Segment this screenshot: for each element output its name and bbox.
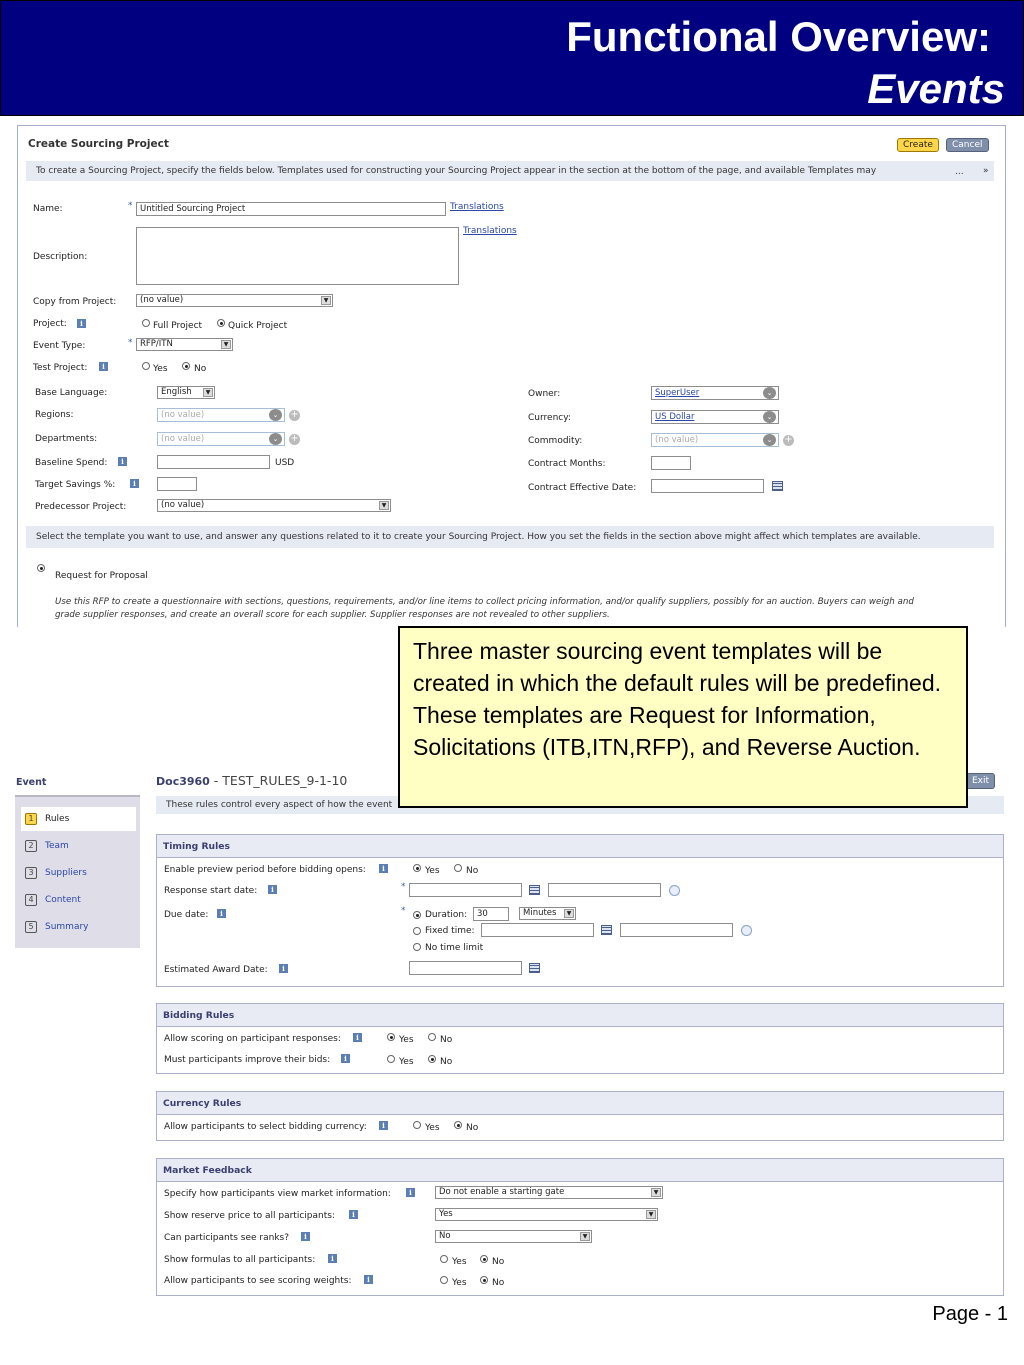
target-savings-input[interactable] bbox=[157, 477, 197, 491]
name-translations-link[interactable]: Translations bbox=[450, 202, 504, 212]
required-marker: * bbox=[401, 882, 406, 892]
contract-months-label: Contract Months: bbox=[528, 459, 606, 469]
quick-project-label: Quick Project bbox=[228, 321, 288, 331]
commodity-label: Commodity: bbox=[528, 436, 583, 446]
panel-title: Create Sourcing Project bbox=[28, 138, 169, 150]
award-date-input[interactable] bbox=[409, 961, 522, 975]
improve-bids-label: Must participants improve their bids: bbox=[164, 1055, 331, 1065]
rfp-description-line2: grade supplier responses, and create an overall score for each supplier. Supplier responses are not revealed to other suppliers. bbox=[55, 610, 610, 620]
see-ranks-select[interactable] bbox=[435, 1230, 592, 1243]
departments-label: Departments: bbox=[35, 434, 98, 444]
test-no-label: No bbox=[194, 364, 207, 374]
contract-effective-label: Contract Effective Date: bbox=[528, 483, 637, 493]
reserve-price-value: Yes bbox=[439, 1209, 453, 1219]
info-icon[interactable]: i bbox=[364, 1275, 373, 1284]
copy-from-select[interactable] bbox=[136, 294, 333, 307]
duration-unit-select[interactable] bbox=[519, 907, 576, 920]
usd-label: USD bbox=[275, 458, 295, 468]
market-view-select[interactable] bbox=[435, 1186, 663, 1199]
base-language-value: English bbox=[161, 387, 192, 397]
cancel-button[interactable]: Cancel bbox=[946, 138, 989, 152]
info-icon[interactable]: i bbox=[349, 1210, 358, 1219]
dropdown-arrow-icon: ▼ bbox=[564, 909, 574, 918]
show-formulas-label: Show formulas to all participants: bbox=[164, 1255, 316, 1265]
scoring-label: Allow scoring on participant responses: bbox=[164, 1034, 341, 1044]
step-label: Team bbox=[45, 841, 69, 851]
create-sourcing-project-panel bbox=[17, 125, 1006, 627]
departments-chooser[interactable] bbox=[157, 432, 285, 446]
info-icon[interactable]: i bbox=[268, 885, 277, 894]
scoring-yes-radio[interactable] bbox=[387, 1033, 395, 1041]
step-summary[interactable] bbox=[21, 915, 136, 939]
step-label: Suppliers bbox=[45, 868, 87, 878]
fixed-time-radio[interactable] bbox=[413, 927, 421, 935]
step-number: 3 bbox=[25, 867, 37, 879]
regions-value: (no value) bbox=[161, 410, 205, 420]
dropdown-arrow-icon: ▼ bbox=[646, 1210, 656, 1219]
exit-button[interactable]: Exit bbox=[966, 773, 995, 789]
slide-title: Functional Overview: bbox=[566, 13, 991, 60]
preview-yes-label: Yes bbox=[425, 866, 440, 876]
bidding-rules-title: Bidding Rules bbox=[157, 1004, 1003, 1027]
step-content[interactable] bbox=[21, 888, 136, 912]
market-feedback-section bbox=[156, 1158, 1004, 1296]
baseline-spend-label: Baseline Spend: bbox=[35, 458, 108, 468]
quick-project-radio[interactable] bbox=[217, 319, 225, 327]
create-button[interactable]: Create bbox=[897, 138, 939, 152]
full-project-radio[interactable] bbox=[142, 319, 150, 327]
doc-name: - TEST_RULES_9-1-10 bbox=[209, 773, 348, 788]
formulas-no-label: No bbox=[492, 1257, 505, 1267]
owner-value: SuperUser bbox=[655, 388, 700, 398]
contract-effective-input[interactable] bbox=[651, 479, 764, 493]
response-date-input[interactable] bbox=[409, 883, 522, 897]
commodity-value: (no value) bbox=[655, 435, 699, 445]
currency-no-label: No bbox=[466, 1123, 479, 1133]
currency-rules-section bbox=[156, 1091, 1004, 1141]
rfp-description bbox=[55, 596, 1000, 622]
template-info-text: Select the template you want to use, and answer any questions related to it to create your Sourcing Project. How you set the fields in the section above might affect which templates are available. bbox=[36, 532, 921, 542]
timing-rules-section bbox=[156, 834, 1004, 987]
step-number: 1 bbox=[25, 813, 37, 825]
chooser-icon[interactable]: ⌄ bbox=[763, 434, 776, 446]
step-number: 2 bbox=[25, 840, 37, 852]
chooser-icon[interactable]: ⌄ bbox=[763, 411, 776, 423]
info-icon[interactable]: i bbox=[379, 1121, 388, 1130]
description-textarea[interactable] bbox=[136, 227, 459, 285]
test-yes-label: Yes bbox=[153, 364, 168, 374]
currency-yes-label: Yes bbox=[425, 1123, 440, 1133]
reserve-price-select[interactable] bbox=[435, 1208, 658, 1221]
no-time-limit-label: No time limit bbox=[425, 943, 484, 953]
market-feedback-title: Market Feedback bbox=[157, 1159, 1003, 1182]
name-input[interactable]: Untitled Sourcing Project bbox=[136, 202, 446, 216]
info-icon[interactable]: i bbox=[118, 457, 127, 466]
fixed-date-input[interactable] bbox=[481, 923, 594, 937]
market-view-label: Specify how participants view market information: bbox=[164, 1189, 391, 1199]
info-icon[interactable]: i bbox=[379, 864, 388, 873]
contract-months-input[interactable] bbox=[651, 456, 691, 470]
calendar-icon[interactable] bbox=[772, 481, 783, 491]
project-label: Project: bbox=[33, 319, 67, 329]
template-info-banner bbox=[26, 526, 994, 548]
step-rules[interactable] bbox=[21, 807, 136, 831]
dropdown-arrow-icon: ▼ bbox=[203, 388, 213, 397]
duration-radio[interactable] bbox=[413, 911, 421, 919]
copy-from-label: Copy from Project: bbox=[33, 297, 117, 307]
response-time-input[interactable] bbox=[548, 883, 661, 897]
fixed-time-input[interactable] bbox=[620, 923, 733, 937]
scoring-weights-label: Allow participants to see scoring weights: bbox=[164, 1276, 352, 1286]
doc-id: Doc3960 bbox=[156, 775, 210, 788]
base-language-label: Base Language: bbox=[35, 388, 108, 398]
select-currency-label: Allow participants to select bidding currency: bbox=[164, 1122, 367, 1132]
reserve-price-label: Show reserve price to all participants: bbox=[164, 1211, 335, 1221]
step-team[interactable] bbox=[21, 834, 136, 858]
chooser-icon[interactable]: ⌄ bbox=[269, 433, 282, 445]
duration-unit-value: Minutes bbox=[523, 908, 557, 918]
dropdown-arrow-icon: ▼ bbox=[651, 1188, 661, 1197]
see-ranks-label: Can participants see ranks? bbox=[164, 1233, 290, 1243]
name-label: Name: bbox=[33, 204, 63, 214]
info-icon[interactable]: i bbox=[130, 479, 139, 488]
dropdown-arrow-icon: ▼ bbox=[580, 1232, 590, 1241]
event-type-label: Event Type: bbox=[33, 341, 86, 351]
scoring-yes-label: Yes bbox=[399, 1035, 414, 1045]
improve-no-radio[interactable] bbox=[428, 1055, 436, 1063]
add-department-icon[interactable]: + bbox=[290, 433, 299, 444]
copy-from-value: (no value) bbox=[140, 295, 184, 305]
info-icon[interactable]: i bbox=[406, 1188, 415, 1197]
formulas-yes-label: Yes bbox=[452, 1257, 467, 1267]
info-icon[interactable]: i bbox=[328, 1254, 337, 1263]
improve-yes-radio[interactable] bbox=[387, 1055, 395, 1063]
event-steps-sidebar bbox=[15, 795, 140, 948]
regions-label: Regions: bbox=[35, 410, 74, 420]
weights-yes-label: Yes bbox=[452, 1278, 467, 1288]
full-project-label: Full Project bbox=[153, 321, 203, 331]
description-label: Description: bbox=[33, 252, 88, 262]
response-start-label: Response start date: bbox=[164, 886, 258, 896]
description-translations-link[interactable]: Translations bbox=[463, 226, 517, 236]
event-type-select[interactable] bbox=[136, 338, 233, 351]
scoring-no-radio[interactable] bbox=[428, 1033, 436, 1041]
add-commodity-icon[interactable]: + bbox=[784, 434, 793, 445]
event-type-value: RFP/ITN bbox=[140, 339, 173, 349]
expand-chevron-icon[interactable]: » bbox=[983, 166, 989, 176]
preview-no-radio[interactable] bbox=[454, 864, 462, 872]
info-banner bbox=[26, 161, 994, 181]
info-icon[interactable]: i bbox=[341, 1054, 350, 1063]
step-label: Content bbox=[45, 895, 81, 905]
preview-period-label: Enable preview period before bidding opens: bbox=[164, 865, 366, 875]
info-icon[interactable]: i bbox=[99, 362, 108, 371]
clock-icon[interactable] bbox=[669, 885, 680, 896]
improve-no-label: No bbox=[440, 1057, 453, 1067]
baseline-spend-input[interactable] bbox=[157, 455, 270, 469]
predecessor-value: (no value) bbox=[161, 500, 205, 510]
commodity-chooser[interactable] bbox=[651, 433, 779, 447]
currency-label: Currency: bbox=[528, 413, 571, 423]
step-suppliers[interactable] bbox=[21, 861, 136, 885]
preview-no-label: No bbox=[466, 866, 479, 876]
clock-icon[interactable] bbox=[741, 925, 752, 936]
scoring-no-label: No bbox=[440, 1035, 453, 1045]
duration-label: Duration: bbox=[425, 910, 468, 920]
calendar-icon[interactable] bbox=[529, 963, 540, 973]
add-region-icon[interactable]: + bbox=[290, 409, 299, 420]
regions-chooser[interactable] bbox=[157, 408, 285, 422]
test-no-radio[interactable] bbox=[182, 362, 190, 370]
info-more[interactable]: ... bbox=[955, 167, 964, 177]
calendar-icon[interactable] bbox=[529, 885, 540, 895]
step-label: Summary bbox=[45, 922, 89, 932]
owner-chooser[interactable] bbox=[651, 386, 779, 400]
required-marker: * bbox=[128, 338, 133, 348]
currency-no-radio[interactable] bbox=[454, 1121, 462, 1129]
info-icon[interactable]: i bbox=[217, 909, 226, 918]
departments-value: (no value) bbox=[161, 434, 205, 444]
info-icon[interactable]: i bbox=[301, 1232, 310, 1241]
weights-no-label: No bbox=[492, 1278, 505, 1288]
slide-header bbox=[0, 0, 1024, 116]
formulas-yes-radio[interactable] bbox=[440, 1255, 448, 1263]
info-banner-text: To create a Sourcing Project, specify the fields below. Templates used for constructing your Sourcing Project appear in the section at the bottom of the page, and available Templates may bbox=[36, 166, 877, 176]
chooser-icon[interactable]: ⌄ bbox=[763, 387, 776, 399]
predecessor-select[interactable] bbox=[157, 499, 391, 512]
preview-yes-radio[interactable] bbox=[413, 864, 421, 872]
due-date-label: Due date: bbox=[164, 910, 209, 920]
info-icon[interactable]: i bbox=[353, 1033, 362, 1042]
award-date-label: Estimated Award Date: bbox=[164, 965, 268, 975]
improve-yes-label: Yes bbox=[399, 1057, 414, 1067]
currency-yes-radio[interactable] bbox=[413, 1121, 421, 1129]
slide-subtitle: Events bbox=[867, 65, 1005, 112]
test-yes-radio[interactable] bbox=[142, 362, 150, 370]
rfp-radio[interactable] bbox=[37, 564, 45, 572]
market-view-value: Do not enable a starting gate bbox=[439, 1187, 565, 1197]
step-number: 4 bbox=[25, 894, 37, 906]
page-number: Page - 1 bbox=[932, 1303, 1008, 1325]
info-icon[interactable]: i bbox=[279, 964, 288, 973]
chooser-icon[interactable]: ⌄ bbox=[269, 409, 282, 421]
timing-rules-title: Timing Rules bbox=[157, 835, 1003, 858]
predecessor-label: Predecessor Project: bbox=[35, 502, 127, 512]
fixed-time-label: Fixed time: bbox=[425, 926, 475, 936]
test-project-label: Test Project: bbox=[33, 363, 88, 373]
duration-input[interactable]: 30 bbox=[473, 907, 509, 921]
weights-yes-radio[interactable] bbox=[440, 1276, 448, 1284]
callout-note: Three master sourcing event templates will be created in which the default rules will be predefined. These templates are Request for Information, Solicitations (ITB,ITN,RFP), and Reverse Auction. bbox=[398, 626, 968, 808]
bidding-rules-section bbox=[156, 1003, 1004, 1074]
dropdown-arrow-icon: ▼ bbox=[379, 501, 389, 510]
event-sidebar-title: Event bbox=[16, 777, 47, 788]
rfp-label: Request for Proposal bbox=[55, 571, 148, 581]
rfp-description-line1: Use this RFP to create a questionnaire with sections, questions, requirements, and/or line items to collect pricing information, and/or qualify suppliers, possibly for an auction. Buyers can weigh and bbox=[55, 597, 914, 607]
target-savings-label: Target Savings %: bbox=[35, 480, 116, 490]
rules-info-text: These rules control every aspect of how the event bbox=[166, 800, 393, 810]
see-ranks-value: No bbox=[439, 1231, 451, 1241]
required-marker: * bbox=[401, 906, 406, 916]
dropdown-arrow-icon: ▼ bbox=[221, 340, 231, 349]
no-time-limit-radio[interactable] bbox=[413, 943, 421, 951]
currency-chooser[interactable] bbox=[651, 410, 779, 424]
currency-rules-title: Currency Rules bbox=[157, 1092, 1003, 1115]
owner-label: Owner: bbox=[528, 389, 561, 399]
step-number: 5 bbox=[25, 921, 37, 933]
info-icon[interactable]: i bbox=[77, 319, 86, 328]
calendar-icon[interactable] bbox=[601, 925, 612, 935]
formulas-no-radio[interactable] bbox=[480, 1255, 488, 1263]
weights-no-radio[interactable] bbox=[480, 1276, 488, 1284]
base-language-select[interactable] bbox=[157, 386, 215, 399]
step-label: Rules bbox=[45, 814, 70, 824]
required-marker: * bbox=[128, 201, 133, 211]
event-doc-title bbox=[156, 773, 347, 788]
dropdown-arrow-icon: ▼ bbox=[321, 296, 331, 305]
currency-value: US Dollar bbox=[655, 412, 695, 422]
